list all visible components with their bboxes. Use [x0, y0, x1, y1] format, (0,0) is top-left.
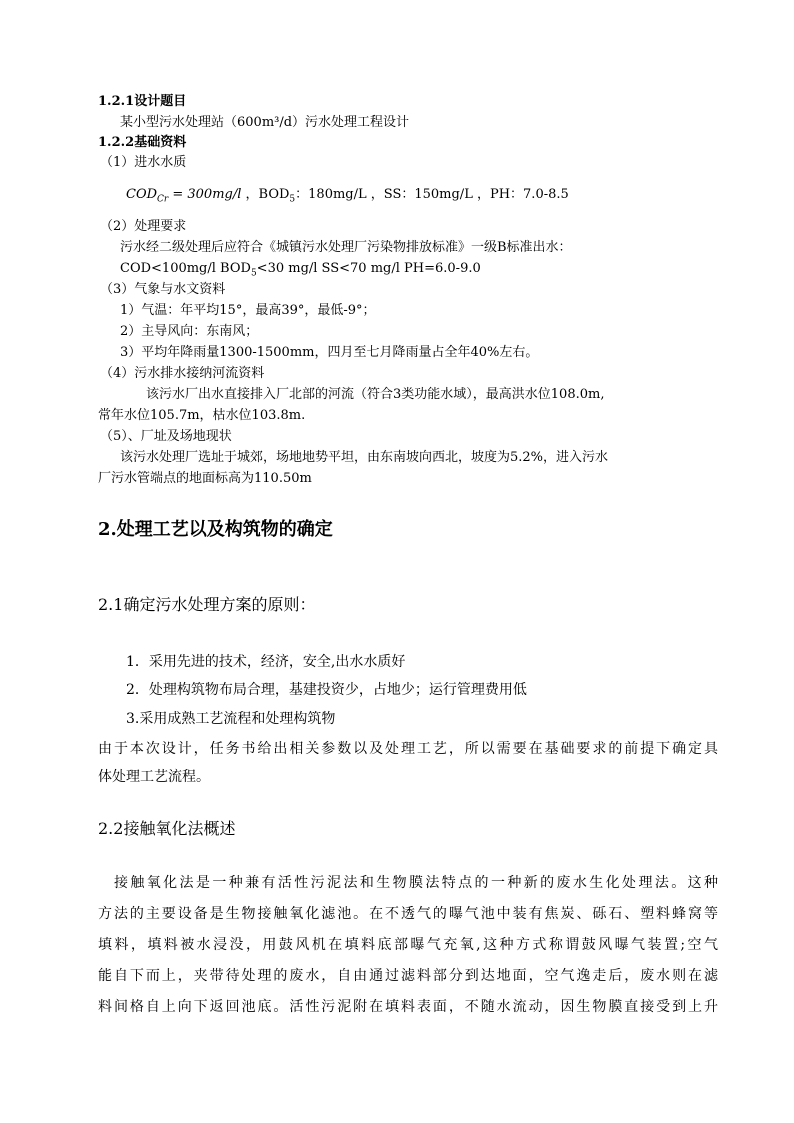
limits-part-b: <30 mg/l SS<70 mg/l PH=6.0-9.0 — [256, 261, 481, 276]
section-2-1-heading: 2.1确定污水处理方案的原则： — [98, 595, 316, 614]
river-line-1: 该污水厂出水直接排入厂北部的河流（符合3类功能水域），最高洪水位108.0m, — [146, 387, 605, 402]
bod-ss-ph-values: ：180mg/L ，SS：150mg/L ，PH：7.0-8.5 — [295, 187, 569, 202]
site-line-1: 该污水处理厂选址于城郊，场地地势平坦，由东南坡向西北，坡度为5.2%，进入污水 — [120, 450, 609, 465]
climate-item: 3）平均年降雨量1300-1500mm，四月至七月降雨量占全年40%左右。 — [120, 345, 539, 360]
inflow-quality-values — [126, 186, 569, 204]
section-1-2-1-heading: 1.2.1设计题目 — [98, 94, 187, 109]
limits-part-a: COD<100mg/l BOD — [120, 261, 251, 276]
site-line-2: 厂污水管端点的地面标高为110.50m — [98, 471, 312, 486]
cod-subscript: Cr — [157, 194, 169, 205]
inflow-quality-label: （1）进水水质 — [100, 155, 187, 170]
section-1-2-2-heading: 1.2.2基础资料 — [98, 135, 187, 150]
river-line-2: 常年水位105.7m，枯水位103.8m. — [98, 408, 306, 423]
method-para-line: 由于本次设计，任务书给出相关参数以及处理工艺，所以需要在基础要求的前提下确定具 — [98, 741, 718, 757]
cod-value: = 300mg/l — [168, 187, 242, 202]
river-label: （4）污水排水接纳河流资料 — [100, 366, 265, 381]
bod-subscript: 5 — [289, 194, 296, 205]
overview-line: 方法的主要设备是生物接触氧化滤池。在不透气的曝气池中装有焦炭、砾石、塑料蜂窝等 — [98, 906, 718, 922]
method-para-line: 体处理工艺流程。 — [98, 769, 210, 785]
overview-line: 能自下而上，夹带待处理的废水，自由通过滤料部分到达地面，空气逸走后，废水则在滤 — [98, 968, 718, 984]
requirements-label: （2）处理要求 — [100, 219, 187, 234]
requirements-text: 污水经二级处理后应符合《城镇污水处理厂污染物排放标准》一级B标准出水： — [120, 240, 572, 255]
section-2-2-heading: 2.2接触氧化法概述 — [98, 819, 236, 838]
overview-line: 接触氧化法是一种兼有活性污泥法和生物膜法特点的一种新的废水生化处理法。这种 — [114, 875, 718, 891]
climate-item: 1）气温：年平均15°，最高39°，最低-9°； — [120, 303, 376, 318]
overview-line: 填料，填料被水浸没，用鼓风机在填料底部曝气充氧,这种方式称谓鼓风曝气装置;空气 — [98, 937, 718, 953]
overview-line: 料间格自上向下返回池底。活性污泥附在填料表面，不随水流动，因生物膜直接受到上升 — [98, 999, 718, 1015]
limits-subscript: 5 — [250, 268, 257, 279]
principle-item: 2．处理构筑物布局合理，基建投资少，占地少；运行管理费用低 — [126, 682, 527, 698]
climate-item: 2）主导风向：东南风； — [120, 324, 259, 339]
bod-label: ，BOD — [241, 187, 290, 202]
section-2-heading: 2.处理工艺以及构筑物的确定 — [98, 519, 333, 540]
site-label: （5）、厂址及场地现状 — [100, 429, 232, 444]
cod-symbol: COD — [126, 187, 158, 202]
climate-label: （3）气象与水文资料 — [100, 282, 226, 297]
discharge-limits — [120, 260, 481, 278]
principle-item: 3.采用成熟工艺流程和处理构筑物 — [126, 711, 336, 727]
design-title: 某小型污水处理站（600m³/d）污水处理工程设计 — [120, 115, 410, 130]
principle-item: 1．采用先进的技术，经济，安全,出水水质好 — [126, 654, 406, 670]
